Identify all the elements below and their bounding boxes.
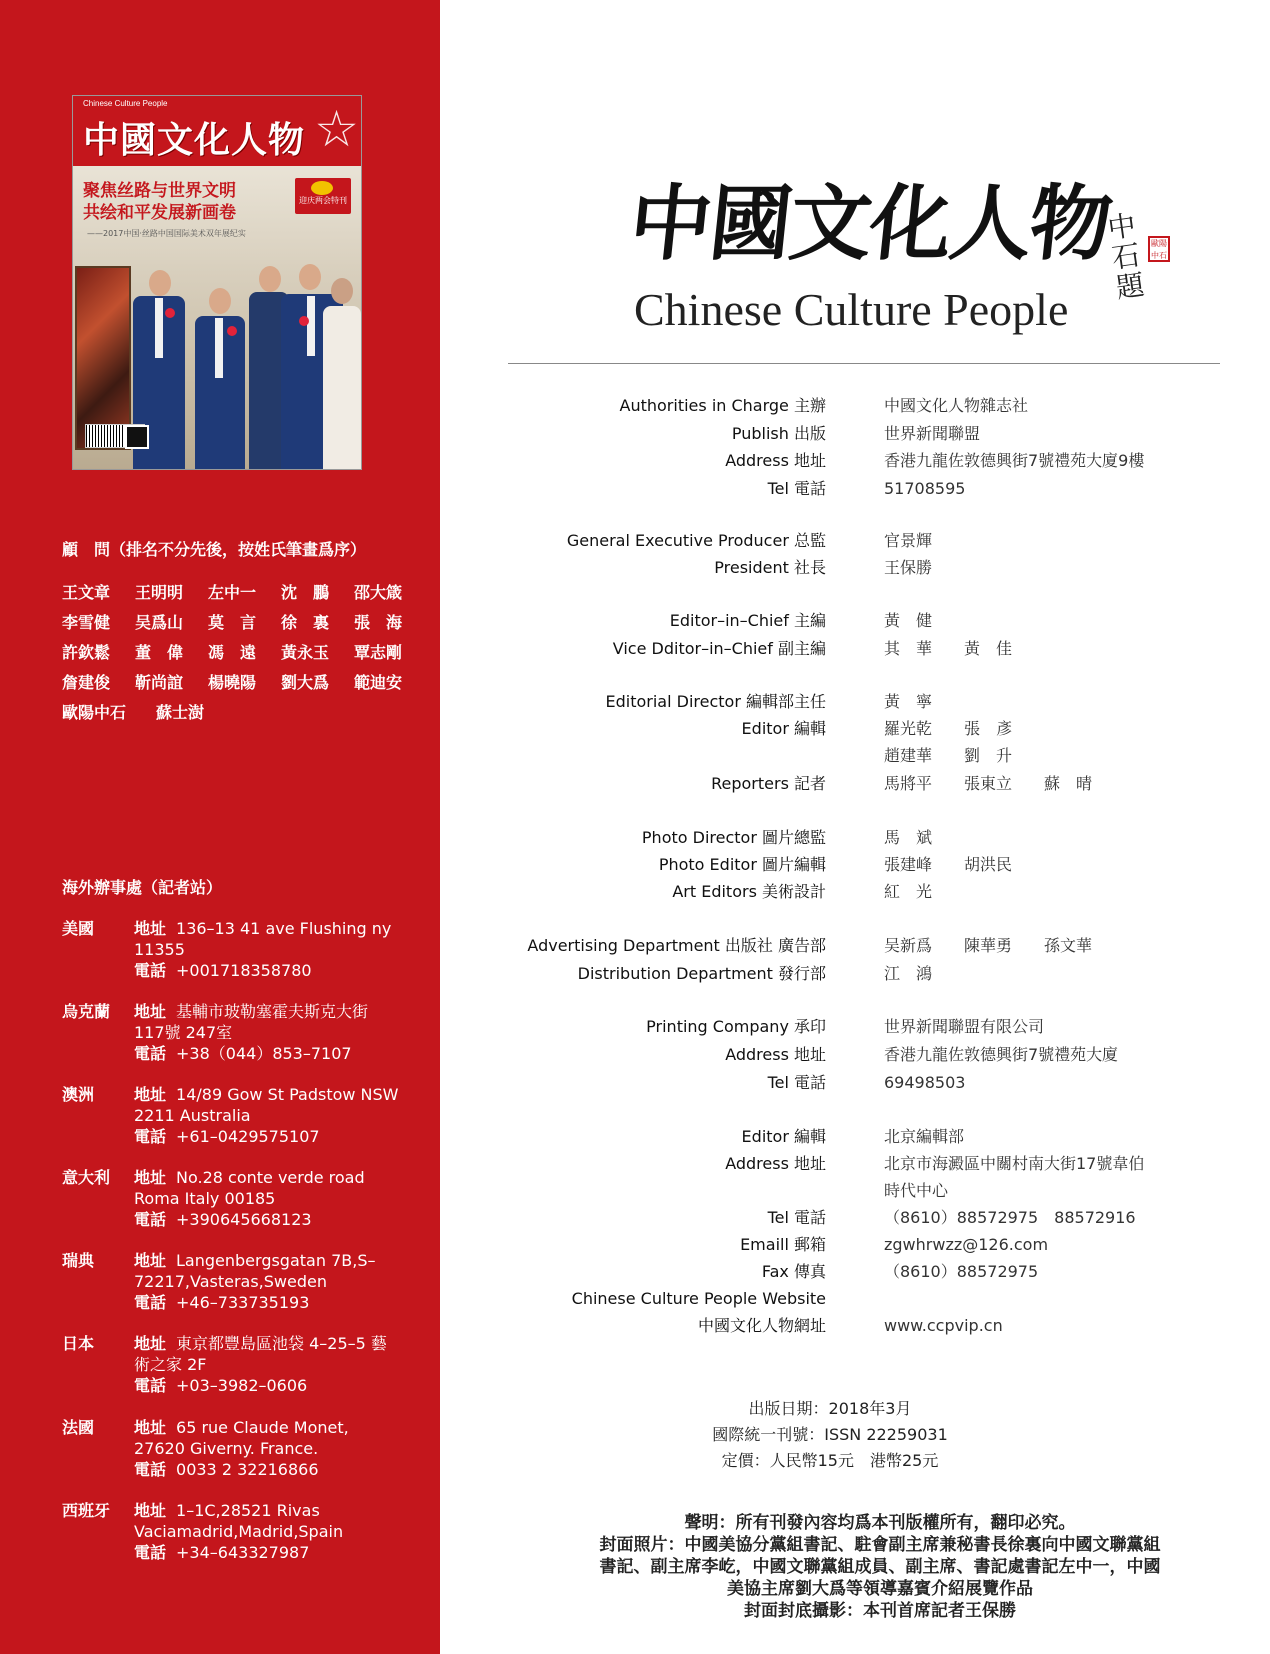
cover-headline-line2: 共绘和平发展新画卷 — [83, 203, 236, 223]
address-label: 地址 — [134, 1168, 167, 1187]
credit-value: 王保勝 — [884, 558, 933, 577]
advisor-name: 詹建俊 — [62, 673, 111, 692]
office-tel: +390645668123 — [176, 1210, 312, 1229]
credit-row — [508, 607, 1228, 635]
credit-row — [508, 527, 1228, 555]
advisor-row — [62, 608, 402, 638]
corsage-icon — [165, 308, 175, 318]
cover-headline — [83, 180, 236, 224]
credit-value: （8610）88572975 88572916 — [884, 1208, 1136, 1227]
masthead-logo-chinese: 中國文化人物 — [624, 176, 1116, 272]
masthead-logo-english: Chinese Culture People — [634, 284, 1069, 335]
address-label: 地址 — [134, 1501, 167, 1520]
credit-value: 紅 光 — [884, 882, 933, 901]
statement-line: 美協主席劉大爲等領導嘉賓介紹展覽作品 — [727, 1579, 1033, 1599]
office-address: No.28 conte verde road Roma Italy 00185 — [134, 1168, 365, 1208]
credit-label: 中國文化人物網址 — [697, 1316, 826, 1335]
credit-label: Photo Director 圖片總監 — [641, 828, 826, 847]
advisor-row — [62, 578, 402, 608]
credit-label: Fax 傳真 — [761, 1262, 826, 1281]
credit-label: Address 地址 — [725, 451, 826, 470]
office-tel: 0033 2 32216866 — [176, 1460, 319, 1479]
credit-value: zgwhrwzz@126.com — [884, 1235, 1049, 1254]
advisor-name: 蘇士澍 — [156, 703, 205, 722]
credit-value: 馬將平 張東立 蘇 晴 — [884, 774, 1093, 793]
advisor-name: 沈 鵬 — [280, 583, 329, 602]
tel-label: 電話 — [134, 1293, 167, 1312]
credit-label: Photo Editor 圖片編輯 — [658, 855, 826, 874]
office-address: Langenbergsgatan 7B,S–72217,Vasteras,Sweden — [134, 1251, 376, 1291]
credit-label: Chinese Culture People Website — [571, 1289, 826, 1308]
address-label: 地址 — [134, 1251, 167, 1270]
publication-price: 定價：人民幣15元 港幣25元 — [721, 1451, 939, 1470]
office-address: 136–13 41 ave Flushing ny 11355 — [134, 919, 392, 959]
credit-label: Vice Dditor–in–Chief 副主編 — [612, 639, 826, 658]
advisor-name: 楊曉陽 — [207, 673, 256, 692]
office-address-line — [134, 1500, 402, 1542]
credit-row — [508, 1312, 1228, 1340]
credit-row — [508, 1069, 1228, 1097]
advisors-list — [62, 578, 402, 728]
tel-label: 電話 — [134, 1376, 167, 1395]
credit-label: President 社長 — [714, 558, 826, 577]
tel-label: 電話 — [134, 1210, 167, 1229]
office-tel-line — [134, 1542, 402, 1563]
statement-line: 封面封底攝影：本刊首席記者王保勝 — [744, 1601, 1016, 1621]
credit-row — [508, 475, 1228, 503]
corsage-icon — [227, 326, 237, 336]
office-details — [134, 918, 402, 981]
credit-label: Address 地址 — [725, 1154, 826, 1173]
credit-label: Address 地址 — [725, 1045, 826, 1064]
credit-label: Distribution Department 發行部 — [577, 964, 826, 983]
person-figure — [323, 306, 361, 470]
office-tel: +46–733735193 — [176, 1293, 310, 1312]
publication-issn: 國際統一刊號：ISSN 22259031 — [712, 1425, 948, 1444]
credit-value: 69498503 — [884, 1073, 966, 1092]
credit-value: 張建峰 胡洪民 — [884, 855, 1013, 874]
credit-row — [508, 1204, 1228, 1232]
advisor-row — [62, 698, 402, 728]
tel-label: 電話 — [134, 1127, 167, 1146]
credit-row — [508, 392, 1228, 420]
credit-row — [508, 554, 1228, 582]
credit-value: 北京編輯部 — [884, 1127, 965, 1146]
star-icon: ☆ — [314, 100, 359, 158]
office-address: 基輔市玻勒塞霍夫斯克大街 117號 247室 — [134, 1002, 369, 1042]
credit-row — [508, 824, 1228, 852]
person-head — [259, 266, 281, 292]
office-tel-line — [134, 960, 402, 981]
office-tel: +34–643327987 — [176, 1543, 310, 1562]
address-label: 地址 — [134, 1418, 167, 1437]
office-address: 65 rue Claude Monet, 27620 Giverny. France. — [134, 1418, 349, 1458]
credit-value: 世界新聞聯盟有限公司 — [884, 1017, 1045, 1036]
cover-title: 中國文化人物 — [83, 119, 306, 161]
credit-value: 世界新聞聯盟 — [884, 424, 981, 443]
office-details — [134, 1417, 402, 1480]
office-address-line — [134, 918, 402, 960]
credit-row — [508, 688, 1228, 716]
office-country: 日本 — [62, 1334, 95, 1353]
statement-line: 聲明：所有刊發內容均爲本刊版權所有，翻印必究。 — [684, 1513, 1076, 1533]
office-address: 1–1C,28521 Rivas Vaciamadrid,Madrid,Spain — [134, 1501, 344, 1541]
credit-value: 時代中心 — [884, 1181, 949, 1200]
statement-line: 書記、副主席李屹，中國文聯黨組成員、副主席、書記處書記左中一，中國 — [599, 1557, 1161, 1577]
advisor-name: 李雪健 — [62, 613, 111, 632]
person-shirt — [215, 318, 223, 378]
advisor-name: 左中一 — [207, 583, 256, 602]
credit-row — [508, 742, 1228, 770]
office-country: 法國 — [62, 1418, 95, 1437]
office-country: 烏克蘭 — [62, 1002, 111, 1021]
advisor-name: 董 偉 — [134, 643, 183, 662]
tel-label: 電話 — [134, 1460, 167, 1479]
office-address-line — [134, 1167, 402, 1209]
address-label: 地址 — [134, 1002, 167, 1021]
office-details — [134, 1084, 402, 1147]
advisor-name: 馮 遠 — [207, 643, 256, 662]
advisor-name: 張 海 — [353, 613, 402, 632]
credit-value: 江 鴻 — [884, 964, 933, 983]
credit-value: 51708595 — [884, 479, 966, 498]
qr-code-icon — [125, 425, 149, 449]
credit-row — [508, 1150, 1228, 1178]
credit-value: 北京市海澱區中關村南大街17號韋伯 — [884, 1154, 1145, 1173]
office-details — [134, 1500, 402, 1563]
office-address: 14/89 Gow St Padstow NSW 2211 Australia — [134, 1085, 399, 1125]
credit-row — [508, 1177, 1228, 1205]
office-tel: +38（044）853–7107 — [176, 1044, 352, 1063]
credit-label: Publish 出版 — [731, 424, 826, 443]
office-country: 澳洲 — [62, 1085, 95, 1104]
credit-row — [508, 932, 1228, 960]
tel-label: 電話 — [134, 1044, 167, 1063]
credit-value: 趙建華 劉 升 — [884, 746, 1013, 765]
credit-row — [508, 770, 1228, 798]
advisors-title: 顧 問（排名不分先後，按姓氏筆畫爲序） — [62, 540, 367, 559]
publication-info — [600, 1396, 1060, 1474]
corsage-icon — [299, 316, 309, 326]
credit-value: 中國文化人物雜志社 — [884, 396, 1029, 415]
credit-label: Reporters 記者 — [711, 774, 826, 793]
credit-label: Art Editors 美術設計 — [672, 882, 826, 901]
office-address: 東京都豐島區池袋 4–25–5 藝術之家 2F — [134, 1334, 387, 1374]
office-tel-line — [134, 1375, 402, 1396]
address-label: 地址 — [134, 919, 167, 938]
office-address-line — [134, 1417, 402, 1459]
cover-badge — [295, 178, 351, 214]
credit-value: 黃 寧 — [884, 692, 933, 711]
credit-row — [508, 1231, 1228, 1259]
credit-value: 其 華 黃 佳 — [884, 639, 1013, 658]
advisor-name: 徐 裏 — [280, 613, 329, 632]
copyright-statement — [540, 1512, 1220, 1622]
office-tel: +03–3982–0606 — [176, 1376, 308, 1395]
credit-value: www.ccpvip.cn — [884, 1316, 1003, 1335]
credit-row — [508, 1258, 1228, 1286]
credit-row — [508, 447, 1228, 475]
office-country: 西班牙 — [62, 1501, 111, 1520]
credit-row — [508, 1285, 1228, 1313]
person-shirt — [307, 296, 315, 356]
cover-small-title: Chinese Culture People — [83, 99, 168, 108]
divider-line — [508, 363, 1220, 364]
person-head — [331, 278, 353, 304]
person-head — [299, 264, 321, 290]
advisor-row — [62, 638, 402, 668]
tel-label: 電話 — [134, 961, 167, 980]
advisor-name: 黃永玉 — [280, 643, 329, 662]
office-details — [134, 1250, 402, 1313]
advisor-name: 覃志剛 — [353, 643, 402, 662]
office-tel-line — [134, 1209, 402, 1230]
credit-label: Editor–in–Chief 主編 — [669, 611, 826, 630]
office-tel-line — [134, 1292, 402, 1313]
credit-label: General Executive Producer 总監 — [566, 531, 826, 550]
advisor-name: 吴爲山 — [134, 613, 183, 632]
office-details — [134, 1333, 402, 1396]
advisor-name: 許欽鬆 — [62, 643, 111, 662]
credit-row — [508, 635, 1228, 663]
cover-headline-line1: 聚焦丝路与世界文明 — [83, 181, 236, 201]
advisor-name: 王明明 — [134, 583, 183, 602]
person-shirt — [155, 298, 163, 358]
credit-row — [508, 878, 1228, 906]
office-tel-line — [134, 1126, 402, 1147]
person-head — [209, 288, 231, 314]
cover-badge-text: 迎庆两会特刊 — [299, 196, 347, 205]
credit-label: Authorities in Charge 主辦 — [619, 396, 826, 415]
office-address-line — [134, 1001, 402, 1043]
tel-label: 電話 — [134, 1543, 167, 1562]
credit-value: 馬 斌 — [884, 828, 933, 847]
office-tel: +61–0429575107 — [176, 1127, 320, 1146]
office-country: 意大利 — [62, 1168, 111, 1187]
credit-row — [508, 1041, 1228, 1069]
advisor-name: 靳尚誼 — [134, 673, 183, 692]
advisor-row — [62, 668, 402, 698]
office-country: 瑞典 — [62, 1251, 95, 1270]
credit-label: Editorial Director 編輯部主任 — [605, 692, 826, 711]
office-address-line — [134, 1250, 402, 1292]
cover-masthead — [73, 96, 361, 166]
office-tel-line — [134, 1459, 402, 1480]
person-head — [149, 270, 171, 296]
cover-subline: ——2017中国·丝路中国国际美术双年展纪实 — [87, 229, 246, 238]
calligraphy-signature — [1106, 210, 1148, 303]
advisor-name: 王文章 — [62, 583, 111, 602]
magazine-cover-image — [72, 95, 362, 470]
credit-row — [508, 420, 1228, 448]
credit-row — [508, 1013, 1228, 1041]
advisor-name: 劉大爲 — [280, 673, 329, 692]
credit-label: Tel 電話 — [767, 1073, 826, 1092]
office-details — [134, 1167, 402, 1230]
office-address-line — [134, 1333, 402, 1375]
credit-row — [508, 715, 1228, 743]
credit-label: Emaill 郵箱 — [740, 1235, 826, 1254]
credit-label: Tel 電話 — [767, 1208, 826, 1227]
office-country: 美國 — [62, 919, 95, 938]
advisor-name: 莫 言 — [207, 613, 256, 632]
advisor-name: 邵大箴 — [353, 583, 402, 602]
credit-value: 吴新爲 陳華勇 孫文華 — [884, 936, 1093, 955]
credit-label: Advertising Department 出版社 廣告部 — [527, 936, 826, 955]
credit-label: Editor 編輯 — [741, 719, 826, 738]
credit-value: 羅光乾 張 彥 — [884, 719, 1013, 738]
address-label: 地址 — [134, 1085, 167, 1104]
statement-line: 封面照片：中國美協分黨組書記、駐會副主席兼秘書長徐裏向中國文聯黨組 — [599, 1535, 1161, 1555]
left-sidebar — [0, 0, 440, 1654]
publication-date: 出版日期：2018年3月 — [748, 1399, 912, 1418]
address-label: 地址 — [134, 1334, 167, 1353]
credit-row — [508, 1123, 1228, 1151]
painting-on-wall — [75, 266, 131, 450]
offices-title: 海外辦事處（記者站） — [62, 878, 223, 897]
credit-row — [508, 960, 1228, 988]
credit-label: Printing Company 承印 — [646, 1017, 826, 1036]
advisor-name: 歐陽中石 — [62, 703, 127, 722]
emblem-icon — [311, 181, 333, 195]
office-address-line — [134, 1084, 402, 1126]
office-tel-line — [134, 1043, 402, 1064]
credit-row — [508, 851, 1228, 879]
credit-value: 香港九龍佐敦德興街7號禮苑大廈 — [884, 1045, 1119, 1064]
credit-value: 香港九龍佐敦德興街7號禮苑大廈9樓 — [884, 451, 1145, 470]
credit-value: 黃 健 — [884, 611, 933, 630]
signature-text: 中石題 — [1105, 208, 1147, 305]
advisor-name: 範迪安 — [353, 673, 402, 692]
office-tel: +001718358780 — [176, 961, 312, 980]
credit-label: Tel 電話 — [767, 479, 826, 498]
office-details — [134, 1001, 402, 1064]
credit-value: 官景輝 — [884, 531, 933, 550]
credit-label: Editor 編輯 — [741, 1127, 826, 1146]
seal-stamp: 歐陽中石 — [1148, 236, 1170, 262]
credit-value: （8610）88572975 — [884, 1262, 1039, 1281]
